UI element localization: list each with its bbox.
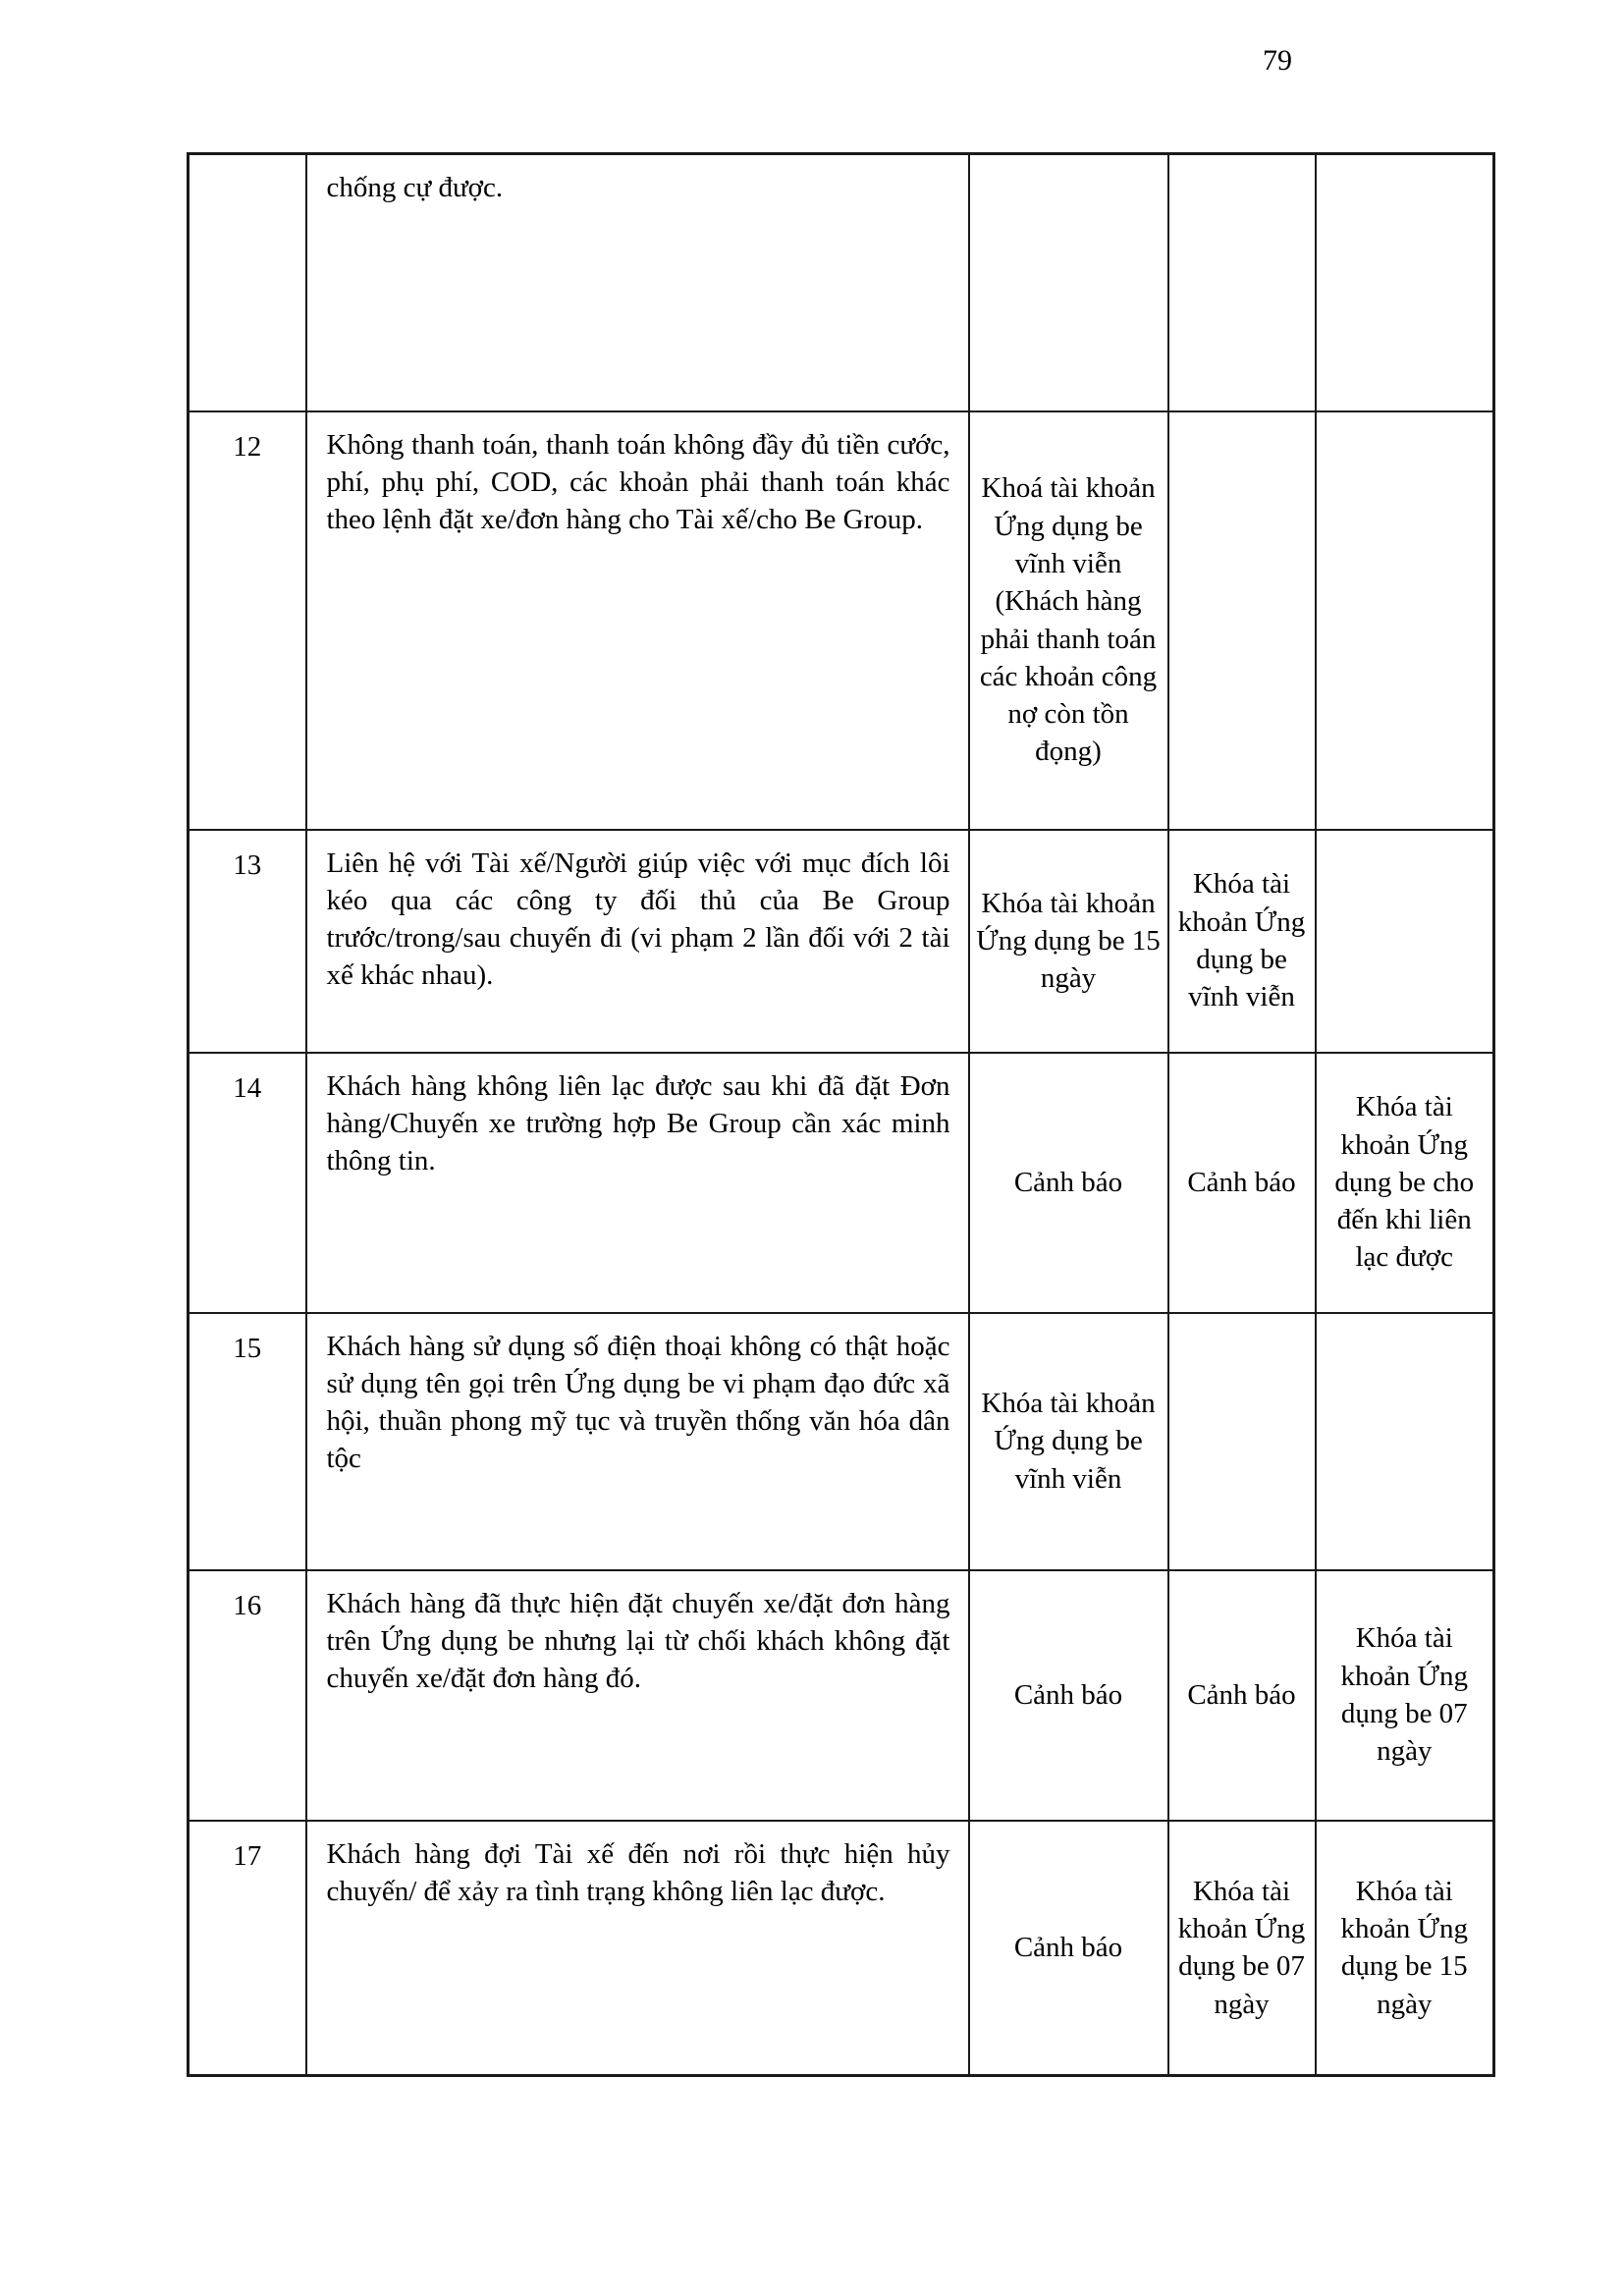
penalty-level-1: Khóa tài khoản Ứng dụng be 15 ngày xyxy=(969,830,1168,1053)
penalty-table xyxy=(187,152,1495,2077)
penalty-level-2 xyxy=(1168,154,1316,411)
table-row-17 xyxy=(189,1821,1494,2076)
penalty-level-2 xyxy=(1168,1313,1316,1570)
violation-description: Khách hàng đợi Tài xế đến nơi rồi thực hiện hủy chuyến/ để xảy ra tình trạng không liên lạc được. xyxy=(306,1821,969,2076)
penalty-level-1 xyxy=(969,154,1168,411)
penalty-level-3: Khóa tài khoản Ứng dụng be 07 ngày xyxy=(1316,1570,1494,1821)
penalty-level-1: Khoá tài khoản Ứng dụng be vĩnh viễn (Khách hàng phải thanh toán các khoản công nợ còn tồn đọng) xyxy=(969,411,1168,830)
penalty-level-2: Khóa tài khoản Ứng dụng be vĩnh viễn xyxy=(1168,830,1316,1053)
violation-number: 17 xyxy=(189,1821,306,2076)
violation-number: 16 xyxy=(189,1570,306,1821)
violation-description: Khách hàng đã thực hiện đặt chuyến xe/đặt đơn hàng trên Ứng dụng be nhưng lại từ chối khách không đặt chuyến xe/đặt đơn hàng đó. xyxy=(306,1570,969,1821)
table-row-13 xyxy=(189,830,1494,1053)
penalty-level-2: Cảnh báo xyxy=(1168,1570,1316,1821)
table-row-continuation xyxy=(189,154,1494,411)
table-row-12 xyxy=(189,411,1494,830)
table-row-14 xyxy=(189,1053,1494,1313)
violation-description: Không thanh toán, thanh toán không đầy đủ tiền cước, phí, phụ phí, COD, các khoản phải thanh toán khác theo lệnh đặt xe/đơn hàng cho Tài xế/cho Be Group. xyxy=(306,411,969,830)
table-row-16 xyxy=(189,1570,1494,1821)
page-number: 79 xyxy=(1263,44,1292,77)
violation-description: chống cự được. xyxy=(306,154,969,411)
penalty-level-1: Cảnh báo xyxy=(969,1570,1168,1821)
penalty-level-1: Cảnh báo xyxy=(969,1821,1168,2076)
violation-description: Khách hàng không liên lạc được sau khi đã đặt Đơn hàng/Chuyến xe trường hợp Be Group cần xác minh thông tin. xyxy=(306,1053,969,1313)
violation-description: Khách hàng sử dụng số điện thoại không có thật hoặc sử dụng tên gọi trên Ứng dụng be vi phạm đạo đức xã hội, thuần phong mỹ tục và truyền thống văn hóa dân tộc xyxy=(306,1313,969,1570)
violation-number: 14 xyxy=(189,1053,306,1313)
penalty-level-2 xyxy=(1168,411,1316,830)
penalty-level-3 xyxy=(1316,1313,1494,1570)
penalty-level-3 xyxy=(1316,411,1494,830)
violation-number: 15 xyxy=(189,1313,306,1570)
table-row-15 xyxy=(189,1313,1494,1570)
penalty-level-2: Cảnh báo xyxy=(1168,1053,1316,1313)
penalty-level-3: Khóa tài khoản Ứng dụng be cho đến khi liên lạc được xyxy=(1316,1053,1494,1313)
penalty-level-3 xyxy=(1316,830,1494,1053)
penalty-level-3: Khóa tài khoản Ứng dụng be 15 ngày xyxy=(1316,1821,1494,2076)
violation-description: Liên hệ với Tài xế/Người giúp việc với mục đích lôi kéo qua các công ty đối thủ của Be Group trước/trong/sau chuyến đi (vi phạm 2 lần đối với 2 tài xế khác nhau). xyxy=(306,830,969,1053)
violation-number xyxy=(189,154,306,411)
penalty-level-2: Khóa tài khoản Ứng dụng be 07 ngày xyxy=(1168,1821,1316,2076)
penalty-level-1: Khóa tài khoản Ứng dụng be vĩnh viễn xyxy=(969,1313,1168,1570)
violation-number: 12 xyxy=(189,411,306,830)
penalty-level-3 xyxy=(1316,154,1494,411)
penalty-level-1: Cảnh báo xyxy=(969,1053,1168,1313)
violation-number: 13 xyxy=(189,830,306,1053)
